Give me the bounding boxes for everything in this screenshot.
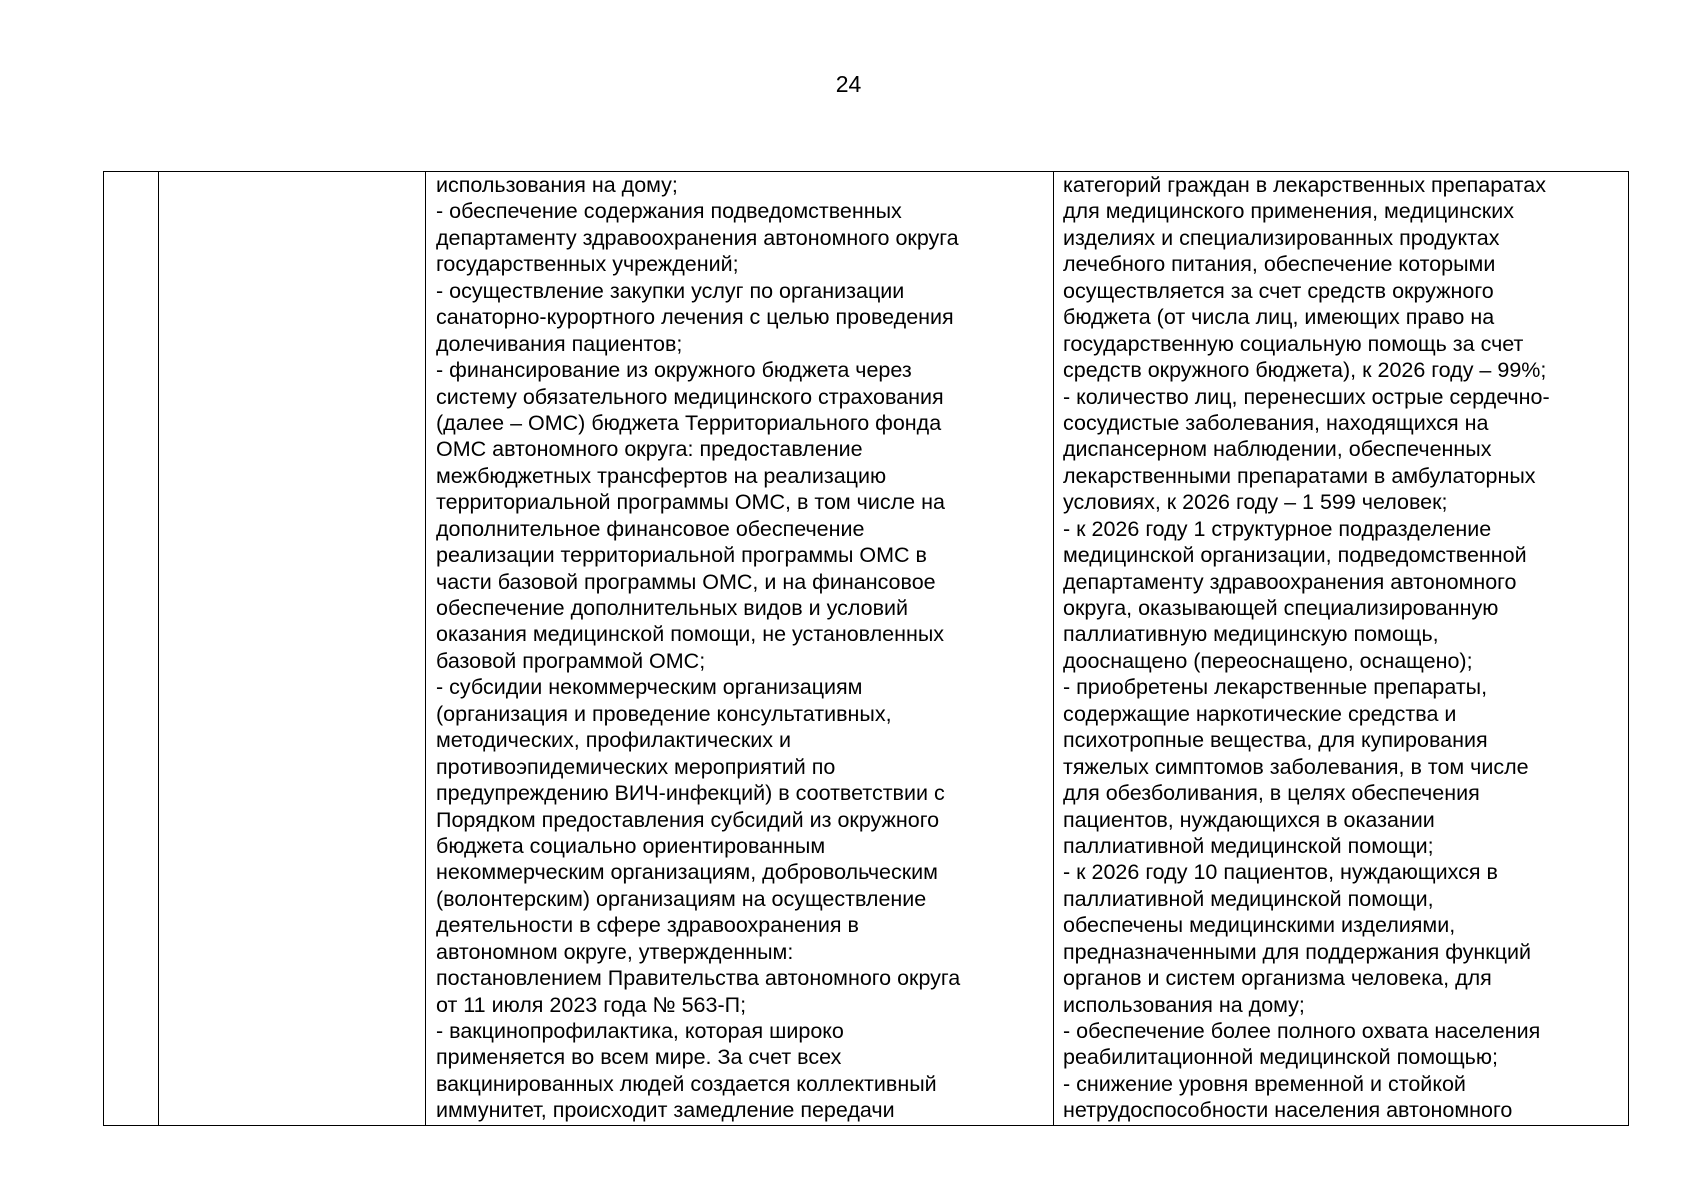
results-line: дооснащено (переоснащено, оснащено); <box>1063 648 1473 673</box>
measures-line: автономном округе, утвержденным: <box>436 939 794 964</box>
results-line: для обезболивания, в целях обеспечения <box>1063 781 1480 806</box>
results-line: для медицинского применения, медицинских <box>1063 199 1514 224</box>
results-line: использования на дому; <box>1063 992 1305 1017</box>
measures-line: обеспечение дополнительных видов и условий <box>436 596 909 620</box>
table-row <box>104 172 1629 1126</box>
measures-line: применяется во всем мире. За счет всех <box>436 1045 842 1070</box>
results-line: содержащие наркотические средства и <box>1063 701 1457 726</box>
measures-line: систему обязательного медицинского страхования <box>436 384 944 409</box>
results-line: обеспечены медицинскими изделиями, <box>1063 913 1456 938</box>
results-line: средств окружного бюджета), к 2026 году – 99%; <box>1063 358 1547 383</box>
results-line: пациентов, нуждающихся в оказании <box>1063 807 1435 832</box>
results-line: лекарственными препаратами в амбулаторных <box>1063 463 1536 488</box>
results-line: осуществляется за счет средств окружного <box>1063 278 1494 303</box>
measures-text <box>426 172 1053 1124</box>
results-line: паллиативной медицинской помощи, <box>1063 886 1434 911</box>
measures-line: - обеспечение содержания подведомственных <box>436 199 902 224</box>
results-line: - приобретены лекарственные препараты, <box>1063 675 1488 700</box>
measures-line: ОМС автономного округа: предоставление <box>436 437 863 462</box>
measures-line: - вакцинопрофилактика, которая широко <box>436 1019 844 1043</box>
measures-line: постановлением Правительства автономного округа <box>436 966 961 991</box>
measures-line: противоэпидемических мероприятий по <box>436 754 836 779</box>
measures-line: (далее – ОМС) бюджета Территориального фонда <box>436 410 942 435</box>
results-line: бюджета (от числа лиц, имеющих право на <box>1063 305 1495 330</box>
measures-line: использования на дому; <box>436 173 678 197</box>
results-line: органов и систем организма человека, для <box>1063 966 1492 991</box>
results-line: реабилитационной медицинской помощью; <box>1063 1045 1498 1070</box>
results-line: изделиях и специализированных продуктах <box>1063 225 1500 250</box>
measures-line: оказания медицинской помощи, не установленных <box>436 622 945 647</box>
measures-line: иммунитет, происходит замедление передачи <box>436 1098 895 1123</box>
measures-line: - финансирование из окружного бюджета через <box>436 358 912 383</box>
measures-line: (волонтерским) организациям на осуществление <box>436 886 927 911</box>
results-line: - обеспечение более полного охвата населения <box>1063 1019 1541 1043</box>
measures-line: санаторно-курортного лечения с целью проведения <box>436 305 954 330</box>
measures-line: от 11 июля 2023 года № 563-П; <box>436 992 747 1017</box>
results-line: паллиативной медицинской помощи; <box>1063 833 1434 858</box>
measures-line: методических, профилактических и <box>436 728 792 753</box>
table-cell-name <box>159 172 426 1126</box>
table-cell-measures <box>426 172 1054 1126</box>
measures-line: предупреждению ВИЧ-инфекций) в соответствии с <box>436 781 945 806</box>
results-line: - количество лиц, перенесших острые сердечно- <box>1063 384 1550 409</box>
results-line: медицинской организации, подведомственной <box>1063 543 1527 568</box>
results-line: предназначенными для поддержания функций <box>1063 939 1532 964</box>
results-line: округа, оказывающей специализированную <box>1063 596 1499 620</box>
results-line: диспансерном наблюдении, обеспеченных <box>1063 437 1492 462</box>
measures-line: дополнительное финансовое обеспечение <box>436 516 865 541</box>
table-cell-results <box>1054 172 1629 1126</box>
measures-line: государственных учреждений; <box>436 252 739 277</box>
results-line: тяжелых симптомов заболевания, в том числе <box>1063 754 1529 779</box>
measures-line: (организация и проведение консультативных, <box>436 701 892 726</box>
measures-line: деятельности в сфере здравоохранения в <box>436 913 859 938</box>
measures-line: - субсидии некоммерческим организациям <box>436 675 863 700</box>
measures-line: реализации территориальной программы ОМС в <box>436 543 927 568</box>
results-text <box>1054 172 1628 1124</box>
results-line: категорий граждан в лекарственных препаратах <box>1063 173 1546 197</box>
results-line: - к 2026 году 1 структурное подразделение <box>1063 516 1492 541</box>
measures-line: - осуществление закупки услуг по организации <box>436 278 905 303</box>
results-line: психотропные вещества, для купирования <box>1063 728 1488 753</box>
measures-line: некоммерческим организациям, добровольческим <box>436 860 938 885</box>
results-line: условиях, к 2026 году – 1 599 человек; <box>1063 490 1448 515</box>
results-line: - снижение уровня временной и стойкой <box>1063 1071 1466 1096</box>
measures-line: части базовой программы ОМС, и на финансовое <box>436 569 936 594</box>
results-line: государственную социальную помощь за счет <box>1063 331 1524 356</box>
results-line: сосудистые заболевания, находящихся на <box>1063 410 1489 435</box>
measures-line: вакцинированных людей создается коллективный <box>436 1071 937 1096</box>
measures-line: департаменту здравоохранения автономного округа <box>436 225 959 250</box>
measures-line: территориальной программы ОМС, в том числе на <box>436 490 945 515</box>
measures-line: бюджета социально ориентированным <box>436 833 826 858</box>
table-cell-index <box>104 172 159 1126</box>
content-table <box>103 171 1629 1126</box>
results-line: паллиативную медицинскую помощь, <box>1063 622 1439 647</box>
measures-line: долечивания пациентов; <box>436 331 683 356</box>
measures-line: базовой программой ОМС; <box>436 648 706 673</box>
results-line: нетрудоспособности населения автономного <box>1063 1098 1513 1123</box>
page-number: 24 <box>835 71 862 97</box>
results-line: лечебного питания, обеспечение которыми <box>1063 252 1496 277</box>
measures-line: межбюджетных трансфертов на реализацию <box>436 463 887 488</box>
measures-line: Порядком предоставления субсидий из окружного <box>436 807 940 832</box>
results-line: департаменту здравоохранения автономного <box>1063 569 1517 594</box>
results-line: - к 2026 году 10 пациентов, нуждающихся в <box>1063 860 1498 885</box>
